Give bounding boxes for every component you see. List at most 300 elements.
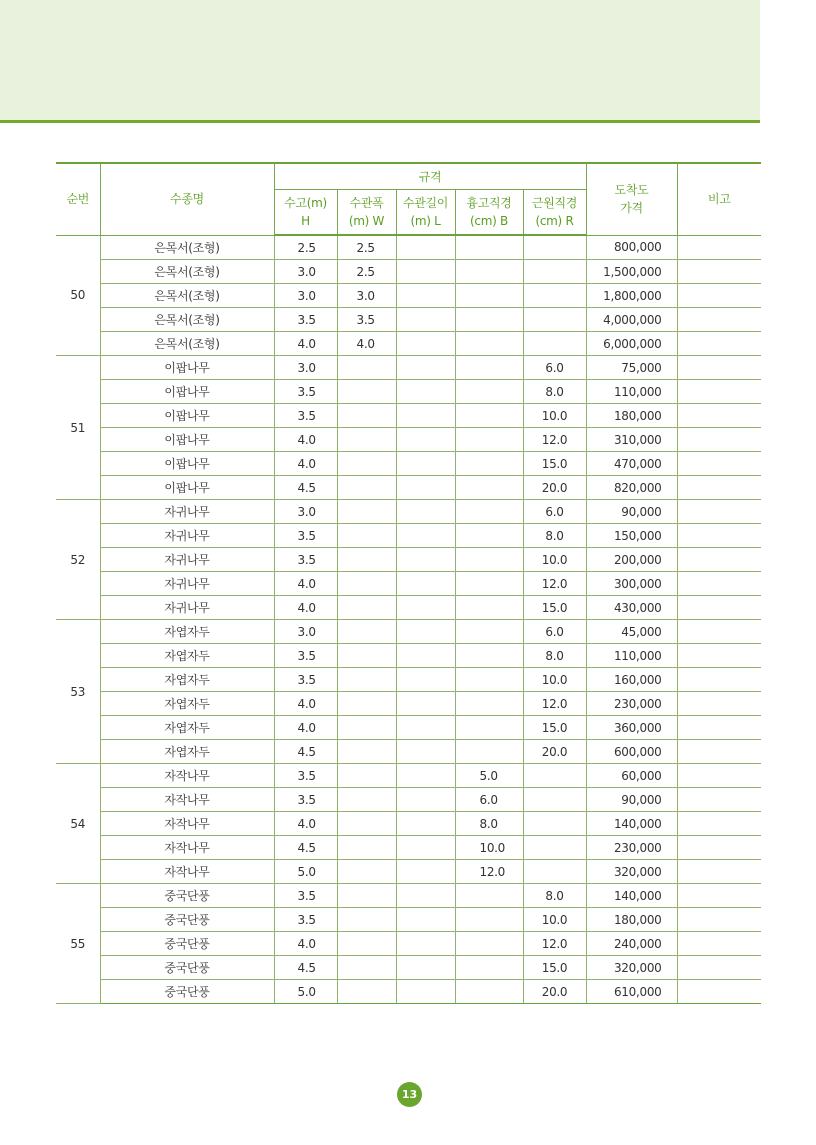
chest-diameter-cell: 6.0 — [455, 788, 523, 812]
price-cell: 230,000 — [586, 836, 677, 860]
note-cell — [677, 764, 761, 788]
species-name-cell: 이팝나무 — [100, 380, 274, 404]
crown-width-cell — [337, 476, 396, 500]
header-chest-diameter: 흉고직경 (cm) B — [455, 190, 523, 236]
root-diameter-cell: 12.0 — [523, 572, 586, 596]
height-cell: 4.5 — [274, 836, 337, 860]
height-cell: 4.0 — [274, 716, 337, 740]
species-name-cell: 자엽자두 — [100, 620, 274, 644]
table-row — [56, 380, 761, 404]
species-name-cell: 은목서(조형) — [100, 308, 274, 332]
crown-width-cell — [337, 716, 396, 740]
price-cell: 90,000 — [586, 500, 677, 524]
root-diameter-cell: 20.0 — [523, 980, 586, 1004]
height-cell: 3.0 — [274, 356, 337, 380]
crown-length-cell — [396, 692, 455, 716]
price-cell: 45,000 — [586, 620, 677, 644]
height-cell: 4.0 — [274, 932, 337, 956]
species-name-cell: 자귀나무 — [100, 500, 274, 524]
table-row — [56, 428, 761, 452]
table-row — [56, 500, 761, 524]
price-cell: 820,000 — [586, 476, 677, 500]
crown-length-cell — [396, 620, 455, 644]
crown-width-cell — [337, 860, 396, 884]
note-cell — [677, 884, 761, 908]
note-cell — [677, 572, 761, 596]
note-cell — [677, 452, 761, 476]
crown-width-cell — [337, 500, 396, 524]
note-cell — [677, 500, 761, 524]
note-cell — [677, 476, 761, 500]
seq-cell: 55 — [56, 884, 100, 1004]
species-name-cell: 자귀나무 — [100, 596, 274, 620]
price-cell: 6,000,000 — [586, 332, 677, 356]
note-cell — [677, 620, 761, 644]
table-row — [56, 452, 761, 476]
root-diameter-cell: 6.0 — [523, 620, 586, 644]
chest-diameter-cell — [455, 380, 523, 404]
height-cell: 3.5 — [274, 668, 337, 692]
table-row — [56, 668, 761, 692]
note-cell — [677, 788, 761, 812]
price-cell: 610,000 — [586, 980, 677, 1004]
root-diameter-cell: 6.0 — [523, 500, 586, 524]
height-cell: 3.5 — [274, 788, 337, 812]
root-diameter-cell: 12.0 — [523, 692, 586, 716]
crown-length-cell — [396, 716, 455, 740]
chest-diameter-cell — [455, 308, 523, 332]
crown-length-cell — [396, 476, 455, 500]
species-name-cell: 이팝나무 — [100, 452, 274, 476]
species-name-cell: 자귀나무 — [100, 572, 274, 596]
price-cell: 240,000 — [586, 932, 677, 956]
table-row — [56, 404, 761, 428]
note-cell — [677, 332, 761, 356]
seq-cell: 54 — [56, 764, 100, 884]
price-cell: 1,500,000 — [586, 260, 677, 284]
crown-width-cell: 4.0 — [337, 332, 396, 356]
crown-length-cell — [396, 596, 455, 620]
species-name-cell: 자작나무 — [100, 788, 274, 812]
price-cell: 200,000 — [586, 548, 677, 572]
crown-width-cell: 2.5 — [337, 260, 396, 284]
crown-length-cell — [396, 356, 455, 380]
height-cell: 4.5 — [274, 956, 337, 980]
crown-length-cell — [396, 260, 455, 284]
chest-diameter-cell — [455, 476, 523, 500]
species-name-cell: 은목서(조형) — [100, 260, 274, 284]
chest-diameter-cell: 10.0 — [455, 836, 523, 860]
height-cell: 3.0 — [274, 620, 337, 644]
species-name-cell: 이팝나무 — [100, 476, 274, 500]
chest-diameter-cell — [455, 260, 523, 284]
note-cell — [677, 716, 761, 740]
note-cell — [677, 404, 761, 428]
header-crown-width: 수관폭 (m) W — [337, 190, 396, 236]
note-cell — [677, 524, 761, 548]
species-name-cell: 자귀나무 — [100, 548, 274, 572]
root-diameter-cell: 6.0 — [523, 356, 586, 380]
crown-length-cell — [396, 428, 455, 452]
crown-length-cell — [396, 812, 455, 836]
root-diameter-cell: 20.0 — [523, 476, 586, 500]
height-cell: 4.5 — [274, 476, 337, 500]
crown-width-cell — [337, 452, 396, 476]
header-root-diameter: 근원직경 (cm) R — [523, 190, 586, 236]
height-cell: 3.5 — [274, 404, 337, 428]
price-table — [56, 162, 761, 1004]
header-seq: 순번 — [56, 163, 100, 235]
chest-diameter-cell — [455, 284, 523, 308]
root-diameter-cell: 15.0 — [523, 596, 586, 620]
chest-diameter-cell — [455, 500, 523, 524]
chest-diameter-cell — [455, 980, 523, 1004]
crown-length-cell — [396, 764, 455, 788]
height-cell: 3.5 — [274, 524, 337, 548]
crown-width-cell — [337, 764, 396, 788]
species-name-cell: 자엽자두 — [100, 740, 274, 764]
root-diameter-cell — [523, 860, 586, 884]
note-cell — [677, 260, 761, 284]
header-band — [0, 0, 760, 120]
table-row — [56, 788, 761, 812]
chest-diameter-cell — [455, 884, 523, 908]
header-rule — [0, 120, 760, 123]
table-row — [56, 764, 761, 788]
note-cell — [677, 428, 761, 452]
crown-width-cell — [337, 356, 396, 380]
crown-length-cell — [396, 548, 455, 572]
root-diameter-cell: 15.0 — [523, 716, 586, 740]
seq-cell: 52 — [56, 500, 100, 620]
price-cell: 110,000 — [586, 380, 677, 404]
crown-width-cell — [337, 812, 396, 836]
note-cell — [677, 308, 761, 332]
note-cell — [677, 740, 761, 764]
crown-length-cell — [396, 452, 455, 476]
root-diameter-cell: 15.0 — [523, 956, 586, 980]
root-diameter-cell: 8.0 — [523, 884, 586, 908]
species-name-cell: 은목서(조형) — [100, 284, 274, 308]
species-name-cell: 이팝나무 — [100, 428, 274, 452]
height-cell: 4.0 — [274, 812, 337, 836]
chest-diameter-cell — [455, 716, 523, 740]
table-row — [56, 524, 761, 548]
crown-width-cell: 3.0 — [337, 284, 396, 308]
price-cell: 60,000 — [586, 764, 677, 788]
root-diameter-cell: 15.0 — [523, 452, 586, 476]
crown-width-cell — [337, 932, 396, 956]
price-cell: 180,000 — [586, 908, 677, 932]
root-diameter-cell — [523, 260, 586, 284]
height-cell: 3.0 — [274, 500, 337, 524]
height-cell: 3.5 — [274, 548, 337, 572]
crown-width-cell — [337, 572, 396, 596]
table-row — [56, 860, 761, 884]
crown-width-cell — [337, 668, 396, 692]
header-price: 도착도 가격 — [586, 163, 677, 235]
table-row — [56, 476, 761, 500]
crown-length-cell — [396, 932, 455, 956]
crown-length-cell — [396, 404, 455, 428]
crown-length-cell — [396, 500, 455, 524]
note-cell — [677, 235, 761, 260]
species-name-cell: 자엽자두 — [100, 692, 274, 716]
chest-diameter-cell — [455, 332, 523, 356]
crown-width-cell — [337, 788, 396, 812]
crown-length-cell — [396, 308, 455, 332]
note-cell — [677, 356, 761, 380]
note-cell — [677, 668, 761, 692]
chest-diameter-cell: 5.0 — [455, 764, 523, 788]
root-diameter-cell: 8.0 — [523, 644, 586, 668]
height-cell: 4.0 — [274, 452, 337, 476]
note-cell — [677, 380, 761, 404]
table-row — [56, 548, 761, 572]
root-diameter-cell: 10.0 — [523, 908, 586, 932]
crown-length-cell — [396, 332, 455, 356]
crown-width-cell — [337, 404, 396, 428]
crown-width-cell — [337, 740, 396, 764]
height-cell: 5.0 — [274, 980, 337, 1004]
table-row — [56, 740, 761, 764]
species-name-cell: 중국단풍 — [100, 956, 274, 980]
crown-width-cell — [337, 620, 396, 644]
root-diameter-cell: 12.0 — [523, 932, 586, 956]
crown-width-cell: 2.5 — [337, 235, 396, 260]
price-cell: 300,000 — [586, 572, 677, 596]
table-row — [56, 812, 761, 836]
price-cell: 90,000 — [586, 788, 677, 812]
crown-length-cell — [396, 235, 455, 260]
height-cell: 3.5 — [274, 380, 337, 404]
note-cell — [677, 812, 761, 836]
price-cell: 320,000 — [586, 956, 677, 980]
header-species-name: 수종명 — [100, 163, 274, 235]
root-diameter-cell — [523, 812, 586, 836]
chest-diameter-cell — [455, 428, 523, 452]
height-cell: 3.5 — [274, 908, 337, 932]
table-row — [56, 980, 761, 1004]
chest-diameter-cell — [455, 932, 523, 956]
species-name-cell: 자엽자두 — [100, 644, 274, 668]
root-diameter-cell: 10.0 — [523, 404, 586, 428]
note-cell — [677, 692, 761, 716]
species-name-cell: 중국단풍 — [100, 980, 274, 1004]
crown-width-cell — [337, 884, 396, 908]
chest-diameter-cell — [455, 235, 523, 260]
crown-length-cell — [396, 836, 455, 860]
root-diameter-cell: 12.0 — [523, 428, 586, 452]
crown-length-cell — [396, 740, 455, 764]
note-cell — [677, 596, 761, 620]
table-row — [56, 596, 761, 620]
crown-length-cell — [396, 956, 455, 980]
header-crown-length: 수관길이 (m) L — [396, 190, 455, 236]
price-cell: 180,000 — [586, 404, 677, 428]
table-row — [56, 356, 761, 380]
table-row — [56, 908, 761, 932]
species-name-cell: 중국단풍 — [100, 908, 274, 932]
root-diameter-cell: 10.0 — [523, 548, 586, 572]
price-cell: 110,000 — [586, 644, 677, 668]
chest-diameter-cell — [455, 548, 523, 572]
crown-width-cell — [337, 836, 396, 860]
chest-diameter-cell — [455, 356, 523, 380]
table-row — [56, 332, 761, 356]
species-name-cell: 자귀나무 — [100, 524, 274, 548]
crown-length-cell — [396, 644, 455, 668]
seq-cell: 50 — [56, 235, 100, 356]
crown-width-cell — [337, 908, 396, 932]
table-row — [56, 884, 761, 908]
chest-diameter-cell — [455, 404, 523, 428]
seq-cell: 51 — [56, 356, 100, 500]
price-cell: 230,000 — [586, 692, 677, 716]
species-name-cell: 자작나무 — [100, 860, 274, 884]
chest-diameter-cell: 8.0 — [455, 812, 523, 836]
crown-width-cell — [337, 692, 396, 716]
crown-width-cell — [337, 644, 396, 668]
chest-diameter-cell — [455, 668, 523, 692]
table-row — [56, 620, 761, 644]
height-cell: 4.5 — [274, 740, 337, 764]
table-row — [56, 644, 761, 668]
price-cell: 470,000 — [586, 452, 677, 476]
price-cell: 4,000,000 — [586, 308, 677, 332]
crown-length-cell — [396, 572, 455, 596]
table-row — [56, 235, 761, 260]
height-cell: 3.5 — [274, 884, 337, 908]
crown-length-cell — [396, 980, 455, 1004]
table-row — [56, 308, 761, 332]
species-name-cell: 자작나무 — [100, 836, 274, 860]
species-name-cell: 은목서(조형) — [100, 235, 274, 260]
price-cell: 150,000 — [586, 524, 677, 548]
crown-length-cell — [396, 380, 455, 404]
header-note: 비고 — [677, 163, 761, 235]
price-cell: 75,000 — [586, 356, 677, 380]
height-cell: 3.5 — [274, 764, 337, 788]
note-cell — [677, 860, 761, 884]
chest-diameter-cell — [455, 596, 523, 620]
height-cell: 4.0 — [274, 572, 337, 596]
price-cell: 320,000 — [586, 860, 677, 884]
crown-width-cell — [337, 956, 396, 980]
price-cell: 310,000 — [586, 428, 677, 452]
root-diameter-cell: 8.0 — [523, 524, 586, 548]
price-cell: 140,000 — [586, 884, 677, 908]
crown-width-cell — [337, 548, 396, 572]
root-diameter-cell — [523, 235, 586, 260]
table-row — [56, 572, 761, 596]
crown-length-cell — [396, 524, 455, 548]
height-cell: 3.5 — [274, 644, 337, 668]
table-row — [56, 692, 761, 716]
page-number-badge: 13 — [397, 1082, 422, 1107]
note-cell — [677, 980, 761, 1004]
price-cell: 360,000 — [586, 716, 677, 740]
note-cell — [677, 644, 761, 668]
root-diameter-cell — [523, 764, 586, 788]
height-cell: 4.0 — [274, 692, 337, 716]
crown-width-cell — [337, 596, 396, 620]
note-cell — [677, 908, 761, 932]
price-cell: 1,800,000 — [586, 284, 677, 308]
species-name-cell: 은목서(조형) — [100, 332, 274, 356]
species-name-cell: 이팝나무 — [100, 404, 274, 428]
root-diameter-cell: 8.0 — [523, 380, 586, 404]
root-diameter-cell — [523, 332, 586, 356]
height-cell: 4.0 — [274, 428, 337, 452]
crown-length-cell — [396, 788, 455, 812]
price-cell: 140,000 — [586, 812, 677, 836]
root-diameter-cell — [523, 284, 586, 308]
species-name-cell: 자엽자두 — [100, 716, 274, 740]
chest-diameter-cell — [455, 572, 523, 596]
species-name-cell: 이팝나무 — [100, 356, 274, 380]
chest-diameter-cell — [455, 620, 523, 644]
note-cell — [677, 284, 761, 308]
note-cell — [677, 836, 761, 860]
crown-length-cell — [396, 284, 455, 308]
table-row — [56, 836, 761, 860]
note-cell — [677, 548, 761, 572]
height-cell: 4.0 — [274, 332, 337, 356]
table-row — [56, 716, 761, 740]
crown-width-cell: 3.5 — [337, 308, 396, 332]
species-name-cell: 자작나무 — [100, 812, 274, 836]
note-cell — [677, 956, 761, 980]
price-cell: 160,000 — [586, 668, 677, 692]
table-row — [56, 956, 761, 980]
root-diameter-cell — [523, 308, 586, 332]
header-height: 수고(m) H — [274, 190, 337, 236]
crown-width-cell — [337, 380, 396, 404]
table-row — [56, 284, 761, 308]
species-name-cell: 중국단풍 — [100, 932, 274, 956]
height-cell: 3.0 — [274, 284, 337, 308]
crown-length-cell — [396, 860, 455, 884]
price-cell: 800,000 — [586, 235, 677, 260]
crown-width-cell — [337, 980, 396, 1004]
root-diameter-cell: 10.0 — [523, 668, 586, 692]
crown-length-cell — [396, 908, 455, 932]
chest-diameter-cell — [455, 692, 523, 716]
chest-diameter-cell — [455, 908, 523, 932]
root-diameter-cell — [523, 788, 586, 812]
chest-diameter-cell — [455, 524, 523, 548]
table-row — [56, 932, 761, 956]
price-cell: 600,000 — [586, 740, 677, 764]
chest-diameter-cell: 12.0 — [455, 860, 523, 884]
crown-length-cell — [396, 668, 455, 692]
price-cell: 430,000 — [586, 596, 677, 620]
root-diameter-cell — [523, 836, 586, 860]
chest-diameter-cell — [455, 644, 523, 668]
crown-width-cell — [337, 428, 396, 452]
crown-width-cell — [337, 524, 396, 548]
chest-diameter-cell — [455, 740, 523, 764]
crown-length-cell — [396, 884, 455, 908]
chest-diameter-cell — [455, 956, 523, 980]
height-cell: 5.0 — [274, 860, 337, 884]
species-name-cell: 자엽자두 — [100, 668, 274, 692]
root-diameter-cell: 20.0 — [523, 740, 586, 764]
height-cell: 4.0 — [274, 596, 337, 620]
table-row — [56, 260, 761, 284]
species-name-cell: 중국단풍 — [100, 884, 274, 908]
